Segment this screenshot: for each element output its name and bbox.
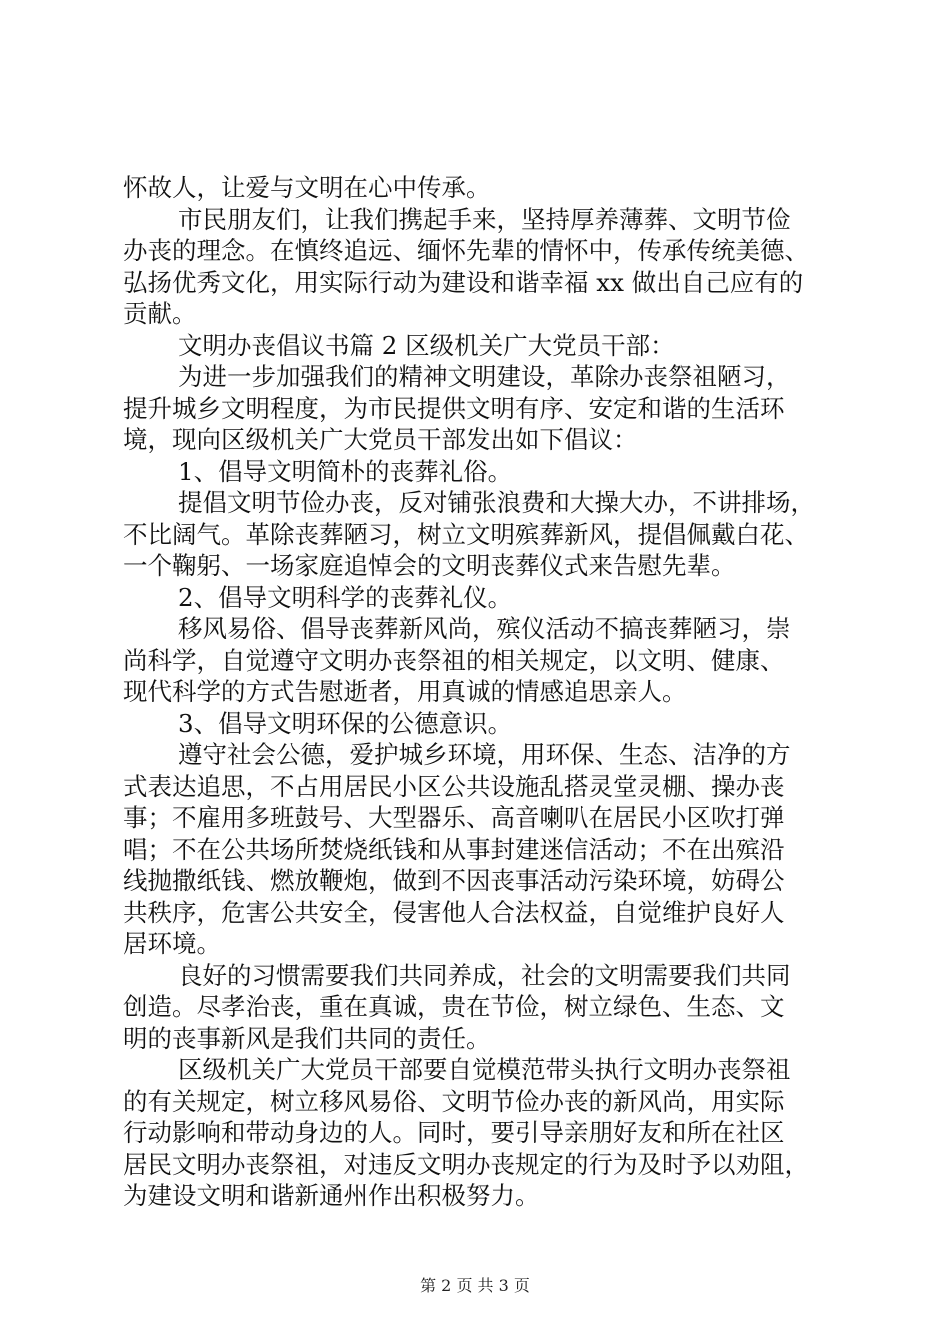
- text-line: 式表达追思，不占用居民小区公共设施乱搭灵堂灵棚、操办丧: [123, 771, 785, 801]
- list-item-heading: 2、倡导文明科学的丧葬礼仪。: [178, 582, 513, 612]
- text-line: 遵守社会公德，爱护城乡环境，用环保、生态、洁净的方: [178, 740, 791, 769]
- text-line: 居民文明办丧祭祖，对违反文明办丧规定的行为及时予以劝阻，: [123, 1149, 809, 1179]
- text-line: 区级机关广大党员干部要自觉模范带头执行文明办丧祭祖: [178, 1055, 791, 1084]
- document-body: [123, 172, 843, 1212]
- text-line: 提倡文明节俭办丧，反对铺张浪费和大操大办，不讲排场，: [178, 488, 815, 517]
- text-line: 怀故人，让爱与文明在心中传承。: [123, 173, 491, 202]
- list-item-heading: 3、倡导文明环保的公德意识。: [178, 708, 513, 738]
- text-line: 为建设文明和谐新通州作出积极努力。: [123, 1181, 540, 1210]
- text-line: 境，现向区级机关广大党员干部发出如下倡议：: [123, 425, 638, 454]
- text-line: 弘扬优秀文化，用实际行动为建设和谐幸福 xx 做出自己应有的: [123, 267, 804, 297]
- text-line: 为进一步加强我们的精神文明建设，革除办丧祭祖陋习，: [178, 362, 791, 391]
- text-line: 共秩序，危害公共安全，侵害他人合法权益，自觉维护良好人: [123, 897, 785, 927]
- text-line: 移风易俗、倡导丧葬新风尚，殡仪活动不搞丧葬陋习，崇: [178, 614, 791, 643]
- section-heading: 文明办丧倡议书篇 2 区级机关广大党员干部：: [178, 330, 675, 360]
- text-line: 居环境。: [123, 929, 221, 958]
- text-line: 线抛撒纸钱、燃放鞭炮，做到不因丧事活动污染环境，妨碍公: [123, 866, 785, 895]
- text-line: 一个鞠躬、一场家庭追悼会的文明丧葬仪式来告慰先辈。: [123, 551, 736, 580]
- text-line: 唱；不在公共场所焚烧纸钱和从事封建迷信活动；不在出殡沿: [123, 834, 785, 864]
- page-number-footer: 第 2 页 共 3 页: [420, 1276, 530, 1295]
- text-line: 行动影响和带动身边的人。同时，要引导亲朋好友和所在社区: [123, 1118, 785, 1147]
- text-line: 提升城乡文明程度，为市民提供文明有序、安定和谐的生活环: [123, 393, 785, 423]
- text-line: 的有关规定，树立移风易俗、文明节俭办丧的新风尚，用实际: [123, 1086, 785, 1116]
- text-line: 贡献。: [123, 299, 197, 328]
- list-item-heading: 1、倡导文明简朴的丧葬礼俗。: [178, 456, 513, 486]
- text-line: 明的丧事新风是我们共同的责任。: [123, 1023, 491, 1053]
- text-line: 良好的习惯需要我们共同养成，社会的文明需要我们共同: [178, 960, 791, 990]
- text-line: 办丧的理念。在慎终追远、缅怀先辈的情怀中，传承传统美德、: [123, 236, 809, 265]
- text-line: 市民朋友们，让我们携起手来，坚持厚养薄葬、文明节俭: [178, 204, 791, 234]
- text-line: 现代科学的方式告慰逝者，用真诚的情感追思亲人。: [123, 677, 687, 706]
- text-line: 不比阔气。革除丧葬陋习，树立文明殡葬新风，提倡佩戴白花、: [123, 519, 809, 549]
- text-line: 尚科学，自觉遵守文明办丧祭祖的相关规定，以文明、健康、: [123, 645, 785, 675]
- text-line: 事；不雇用多班鼓号、大型器乐、高音喇叭在居民小区吹打弹: [123, 803, 785, 832]
- text-line: 创造。尽孝治丧，重在真诚，贵在节俭，树立绿色、生态、文: [123, 992, 785, 1021]
